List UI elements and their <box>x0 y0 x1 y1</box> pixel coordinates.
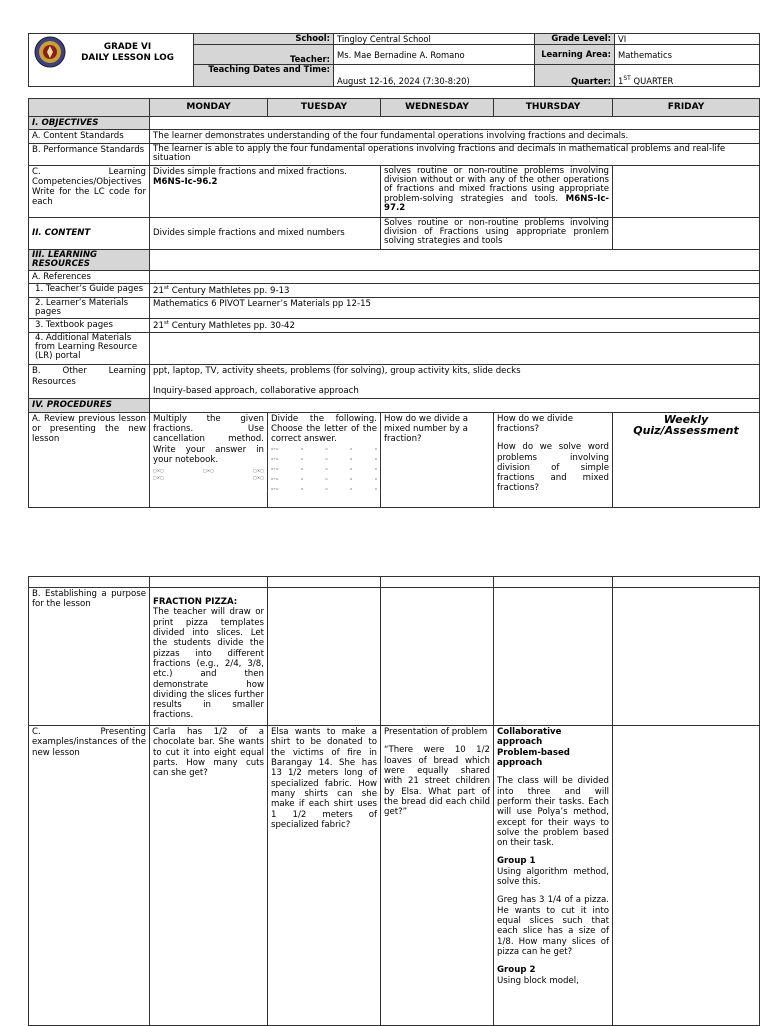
grade-title: GRADE VI <box>103 42 152 52</box>
tg-label: 1. Teacher’s Guide pages <box>29 283 150 297</box>
lesson-log-table-continued <box>28 576 760 1026</box>
other-resources-value: ppt, laptop, TV, activity sheets, problems (for solving), group activity kits, slide decks Inquiry-based approach, collaborative approach <box>150 365 760 399</box>
textbook-label: 3. Textbook pages <box>29 319 150 333</box>
learning-area-value: Mathematics <box>615 45 760 65</box>
purpose-label: B. Establishing a purpose for the lesson <box>29 588 150 726</box>
review-thursday: How do we divide fractions? How do we solve word problems involving division of simple fractions and mixed fractions? <box>494 412 613 507</box>
day-monday: MONDAY <box>150 99 268 117</box>
objectives-heading: I. OBJECTIVES <box>29 117 150 130</box>
dates-label: Teaching Dates and Time: <box>194 65 334 87</box>
group-1-heading: Group 1 <box>497 856 536 867</box>
performance-standards-label: B. Performance Standards <box>29 143 150 165</box>
competencies-wednesday: solves routine or non-routine problems involving division without or with any of the other operations of fractions and mixed fractions using appropriate problem-solving strategies and tools. M6NS-Ic-97.2 <box>381 165 613 217</box>
presenting-label: C. Presenting examples/instances of the new lesson <box>29 726 150 1026</box>
learning-resources-heading: III. LEARNING RESOURCES <box>29 249 150 270</box>
grade-level-label: Grade Level: <box>535 34 615 45</box>
competencies-label: C. Learning Competencies/Objectives Write for the LC code for each <box>29 165 150 217</box>
lm-value: Mathematics 6 PIVOT Learner’s Materials pp 12-15 <box>150 298 760 319</box>
grade-level-value: VI <box>615 34 760 45</box>
dates-value: August 12-16, 2024 (7:30-8:20) <box>334 65 535 87</box>
teacher-label: Teacher: <box>194 45 334 65</box>
tg-value: 21st Century Mathletes pp. 9-13 <box>150 283 760 297</box>
purpose-monday: FRACTION PIZZA: The teacher will draw or print pizza templates divided into slices. Let the students divide the pizzas into different fractions (e.g., 2/4, 3/8, etc.) and then demonstrate how dividing the slices further results in smaller fractions. <box>150 588 268 726</box>
performance-standards-value: The learner is able to apply the four fundamental operations involving fractions and decimals in mathematical problems and real-life situation <box>150 143 760 165</box>
review-monday: Multiply the given fractions. Use cancellation method. Write your answer in your notebook. ▢×▢ ▢×▢ ▢×▢ ▢×▢ ▢×▢ <box>150 412 268 507</box>
day-wednesday: WEDNESDAY <box>381 99 494 117</box>
quarter-label: Quarter: <box>535 65 615 87</box>
teacher-value: Ms. Mae Bernadine A. Romano <box>334 45 535 65</box>
procedures-heading: IV. PROCEDURES <box>29 399 150 412</box>
content-wednesday: Solves routine or non-routine problems involving division of Fractions using appropriate pronlem solving strategies and tools <box>381 217 613 249</box>
presenting-thursday: Collaborative approach Problem-based approach The class will be divided into three and will perform their tasks. Each will use Polya’s method, except for their ways to solve the problem based on their task. Group 1 Using algorithm method, solve this. Greg has 3 1/4 of a pizza. He wants to cut it into equal slices such that each slice has a size of 1/8. How many slices of pizza can he get? Group 2 Using block model, <box>494 726 613 1026</box>
competencies-note: Write for the LC code for each <box>32 187 146 208</box>
day-friday: FRIDAY <box>613 99 760 117</box>
presenting-wednesday: Presentation of problem “There were 10 1/2 loaves of bread which were equally shared with 21 street children by Elsa. What part of the bread did each child get?” <box>381 726 494 1026</box>
approach-value: Inquiry-based approach, collaborative approach <box>153 385 359 396</box>
additional-materials-label: 4. Additional Materials from Learning Resource (LR) portal <box>29 333 150 365</box>
references-label: A. References <box>29 270 150 283</box>
review-friday: Weekly Quiz/Assessment <box>613 412 760 507</box>
school-value: Tingloy Central School <box>334 34 535 45</box>
header-table <box>28 33 760 87</box>
corner-cell <box>29 99 150 117</box>
quarter-value: 1ST QUARTER <box>615 65 760 87</box>
lm-label: 2. Learner’s Materials pages <box>29 298 150 319</box>
content-monday: Divides simple fractions and mixed numbers <box>150 217 381 249</box>
fraction-pizza-title: FRACTION PIZZA: <box>153 597 238 607</box>
day-thursday: THURSDAY <box>494 99 613 117</box>
content-standards-label: A. Content Standards <box>29 130 150 143</box>
content-standards-value: The learner demonstrates understanding of the four fundamental operations involving fractions and decimals. <box>150 130 760 143</box>
competencies-monday: Divides simple fractions and mixed fractions. M6NS-Ic-96.2 <box>150 165 381 217</box>
presenting-tuesday: Elsa wants to make a shirt to be donated to the victims of fire in Barangay 14. She has 13 1/2 meters long of specialized fabric. How many shirts can she make if each shirt uses 1 1/2 meters of specialized fabric? <box>268 726 381 1026</box>
daily-lesson-log-title: DAILY LESSON LOG <box>81 52 174 63</box>
group-2-heading: Group 2 <box>497 965 536 976</box>
lesson-log-table <box>28 98 760 508</box>
textbook-value: 21st Century Mathletes pp. 30-42 <box>150 319 760 333</box>
learning-area-label: Learning Area: <box>535 45 615 65</box>
presenting-monday: Carla has 1/2 of a chocolate bar. She wants to cut it into eight equal parts. How many cuts can she get? <box>150 726 268 1026</box>
school-label: School: <box>194 34 334 45</box>
content-heading: II. CONTENT <box>29 217 150 249</box>
other-resources-label: B. Other Learning Resources <box>29 365 150 399</box>
fraction-exercises-image: ▢×▢ ▢×▢ ▢×▢ <box>153 468 264 474</box>
day-tuesday: TUESDAY <box>268 99 381 117</box>
multiple-choice-image: ▫÷▫ ▫ ▫ ▫ ▫ ▫÷▫ ▫ ▫ ▫ ▫ ▫÷▫ ▫ ▫ ▫ ▫ ▫÷▫ ▫ ▫ ▫ ▫ ▫÷▫ ▫ ▫ ▫ ▫ <box>271 446 377 491</box>
review-wednesday: How do we divide a mixed number by a fraction? <box>381 412 494 507</box>
review-label: A. Review previous lesson or presenting the new lesson <box>29 412 150 507</box>
review-tuesday: Divide the following. Choose the letter of the correct answer. ▫÷▫ ▫ ▫ ▫ ▫ ▫÷▫ ▫ ▫ ▫ ▫ ▫÷▫ ▫ ▫ ▫ ▫ ▫÷▫ ▫ ▫ ▫ ▫ ▫÷▫ ▫ ▫ ▫ ▫ <box>268 412 381 507</box>
